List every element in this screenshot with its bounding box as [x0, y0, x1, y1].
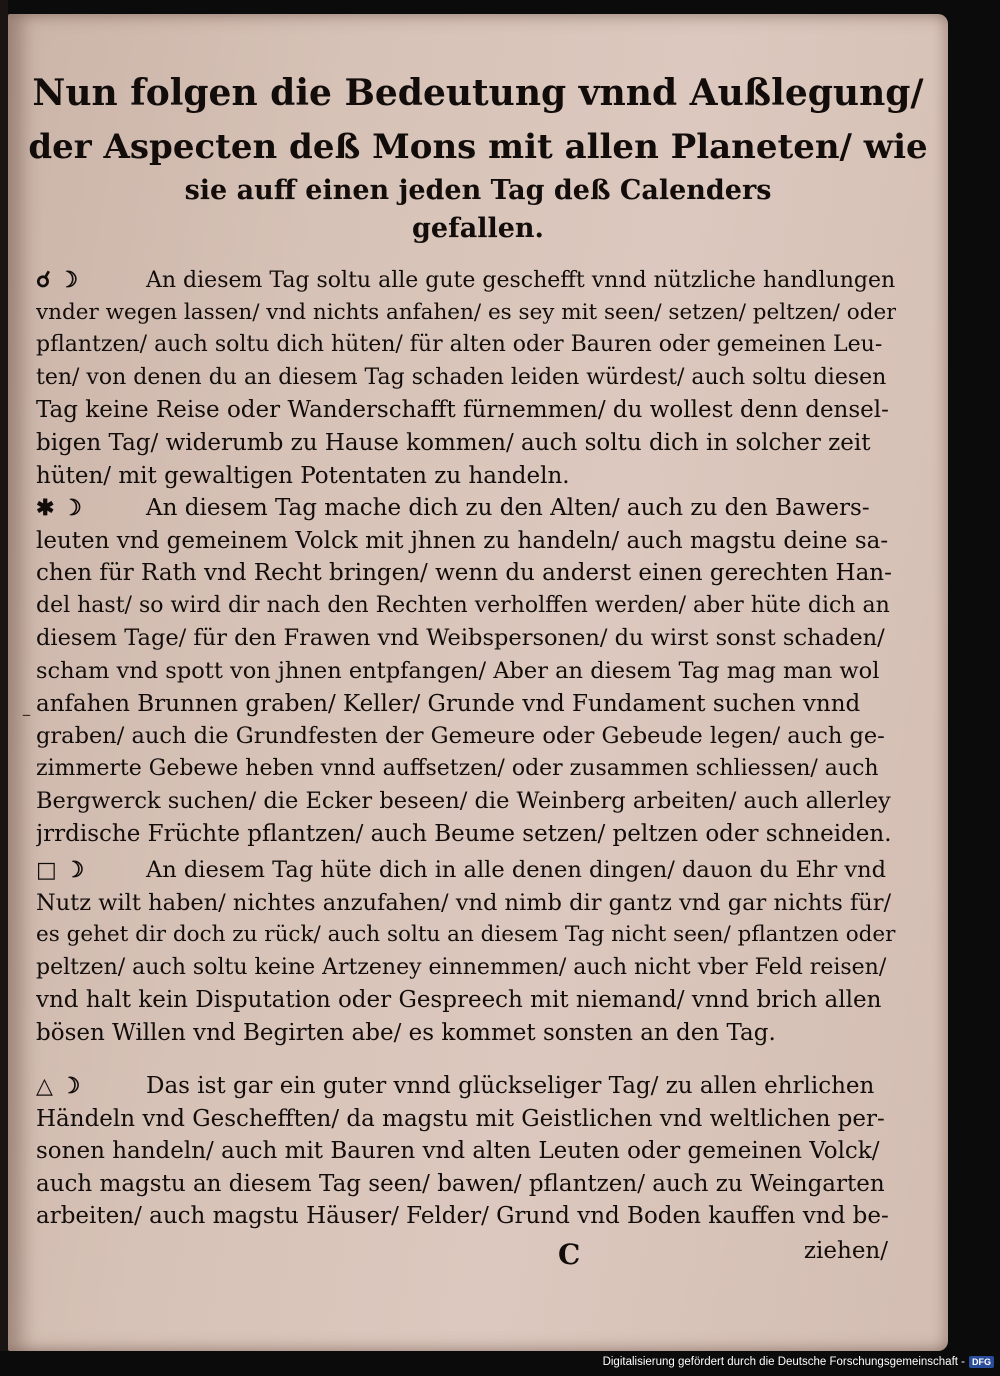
- aspect-section-sextile: [36, 492, 896, 851]
- section-line: □ ☽ An diesem Tag hüte dich in alle denen dingen/ dauon du Ehr vnd: [36, 854, 896, 887]
- section-line: sonen handeln/ auch mit Bauren vnd alten Leuten oder gemeinen Volck/: [36, 1138, 880, 1165]
- section-line: ✱ ☽ An diesem Tag mache dich zu den Alten/ auch zu den Bawers-: [36, 492, 896, 525]
- section-line: bigen Tag/ widerumb zu Hause kommen/ auch soltu dich in solcher zeit: [36, 429, 871, 456]
- section-line: ten/ von denen du an diesem Tag schaden leiden würdest/ auch soltu diesen: [36, 364, 887, 390]
- section-line: anfahen Brunnen graben/ Keller/ Grunde vnd Fundament suchen vnnd: [36, 690, 861, 717]
- dfg-footer: [603, 1354, 994, 1370]
- signature-mark: C: [558, 1238, 581, 1271]
- section-line: scham vnd spott von jhnen entpfangen/ Aber an diesem Tag mag man wol: [36, 657, 880, 684]
- aspect-section-conjunction: [36, 264, 896, 492]
- page-title: [28, 64, 928, 248]
- section-line: chen für Rath vnd Recht bringen/ wenn du anderst einen gerechten Han-: [36, 560, 892, 587]
- section-line: auch magstu an diesem Tag seen/ bawen/ pflantzen/ auch zu Weingarten: [36, 1170, 885, 1197]
- section-line: graben/ auch die Grundfesten der Gemeure oder Gebeude legen/ auch ge-: [36, 723, 885, 750]
- book-spine-shadow: [0, 0, 8, 1351]
- dfg-logo: DFG: [969, 1356, 994, 1368]
- section-line: es gehet dir doch zu rück/ auch soltu an diesem Tag nicht seen/ pflantzen oder: [36, 922, 896, 948]
- section-line: Tag keine Reise oder Wanderschafft fürnemmen/ du wollest denn densel-: [36, 397, 889, 424]
- title-line-1: Nun folgen die Bedeutung vnnd Außlegung/: [32, 72, 924, 114]
- title-line-4: gefallen.: [412, 213, 544, 244]
- section-line: del hast/ so wird dir nach den Rechten verholffen werden/ aber hüte dich an: [36, 592, 890, 618]
- section-line: ☌ ☽ An diesem Tag soltu alle gute geschefft vnnd nützliche handlungen: [36, 264, 896, 297]
- margin-mark: –: [22, 704, 31, 725]
- title-line-2: der Aspecten deß Mons mit allen Planeten/ wie: [28, 127, 928, 167]
- section-line: pflantzen/ auch soltu dich hüten/ für alten oder Bauren oder gemeinen Leu-: [36, 332, 883, 358]
- section-line: Händeln vnd Geschefften/ da magstu mit Geistlichen vnd weltlichen per-: [36, 1105, 885, 1132]
- section-line: vnd halt kein Disputation oder Gespreech mit niemand/ vnnd brich allen: [36, 987, 882, 1014]
- section-line: peltzen/ auch soltu keine Artzeney einnemmen/ auch nicht vber Feld reisen/: [36, 954, 887, 980]
- dfg-notice: Digitalisierung gefördert durch die Deutsche Forschungsgemeinschaft -: [602, 1356, 965, 1368]
- aspect-symbol: △ ☽: [36, 1073, 81, 1099]
- section-line: zimmerte Gebewe heben vnnd auffsetzen/ oder zusammen schliessen/ auch: [36, 755, 879, 781]
- section-line: hüten/ mit gewaltigen Potentaten zu handeln.: [36, 462, 570, 489]
- catchword: ziehen/: [803, 1238, 888, 1264]
- section-line: vnder wegen lassen/ vnd nichts anfahen/ es sey mit seen/ setzen/ peltzen/ oder: [36, 299, 896, 325]
- section-line: Bergwerck suchen/ die Ecker beseen/ die Weinberg arbeiten/ auch allerley: [36, 788, 891, 815]
- section-line: jrrdische Früchte pflantzen/ auch Beume setzen/ peltzen oder schneiden.: [36, 820, 892, 847]
- aspect-symbol: ✱ ☽: [36, 495, 82, 521]
- section-line: △ ☽ Das ist gar ein guter vnnd glückseliger Tag/ zu allen ehrlichen: [36, 1070, 896, 1103]
- section-line: Nutz wilt haben/ nichtes anzufahen/ vnd nimb dir gantz vnd gar nichts für/: [36, 889, 892, 916]
- document-page: [8, 14, 948, 1351]
- title-line-3: sie auff einen jeden Tag deß Calenders: [184, 175, 772, 206]
- section-line: bösen Willen vnd Begirten abe/ es kommet sonsten an den Tag.: [36, 1019, 776, 1046]
- aspect-section-trine: [36, 1070, 896, 1233]
- page-footer: [558, 1238, 888, 1270]
- section-line: diesem Tage/ für den Frawen vnd Weibspersonen/ du wirst sonst schaden/: [36, 625, 885, 652]
- aspect-symbol: ☌ ☽: [36, 267, 79, 293]
- section-line: leuten vnd gemeinem Volck mit jhnen zu handeln/ auch magstu deine sa-: [36, 527, 889, 554]
- aspect-section-square: [36, 854, 896, 1050]
- section-line: arbeiten/ auch magstu Häuser/ Felder/ Grund vnd Boden kauffen vnd be-: [36, 1203, 889, 1230]
- aspect-symbol: □ ☽: [36, 857, 85, 883]
